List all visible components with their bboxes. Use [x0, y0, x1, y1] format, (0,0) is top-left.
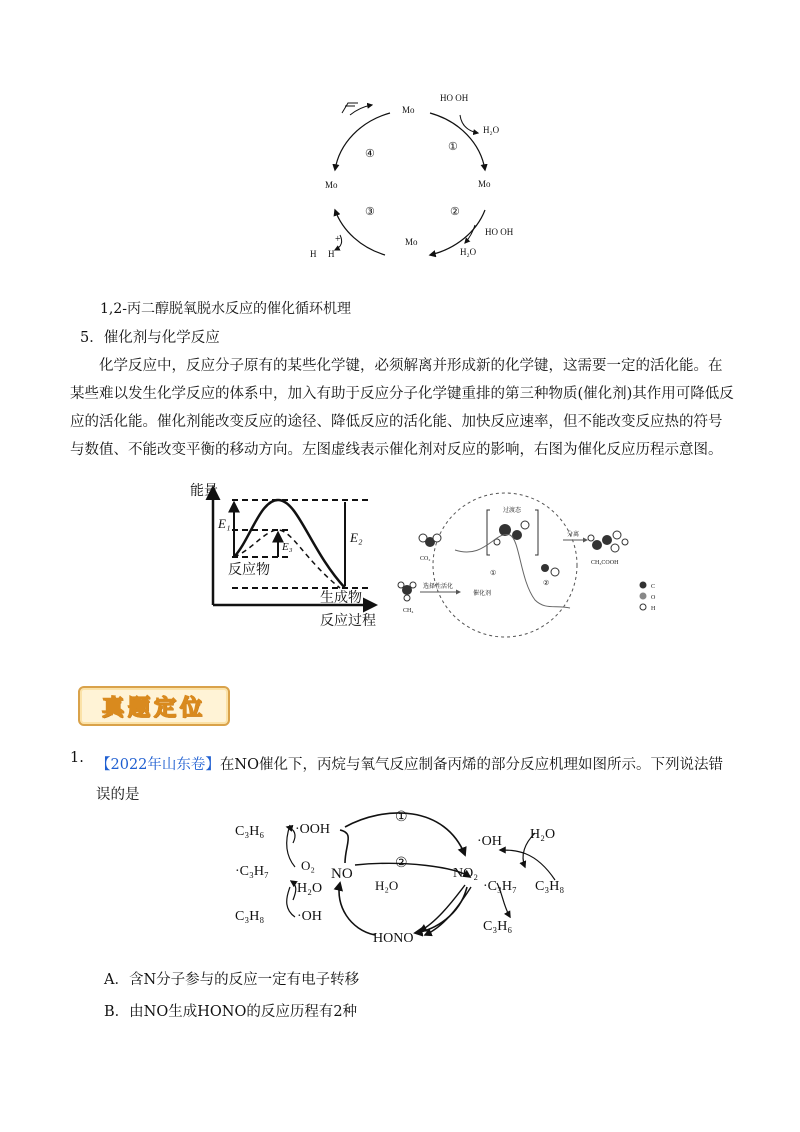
- question-body: 在NO催化下，丙烷与氧气反应制备丙烯的部分反应机理如图所示。下列说法错误的是: [96, 757, 723, 803]
- legend-h: H: [651, 606, 656, 612]
- o2-label: O₂: [301, 858, 315, 873]
- option-b: B．由NO生成HONO的反应历程有2种: [104, 1004, 358, 1020]
- catalytic-process-diagram: [395, 490, 675, 640]
- oh-right: ·OH: [477, 834, 502, 849]
- reactant-label: 反应物: [228, 563, 270, 578]
- step-4-label: ④: [365, 148, 375, 160]
- co2-label: CO₂: [420, 556, 431, 562]
- no2-label: NO₂: [453, 866, 479, 881]
- hono-label: HONO: [373, 931, 414, 946]
- oh-left: ·OH: [297, 909, 322, 924]
- step-3-label: ③: [365, 206, 375, 218]
- catalyst-label: 催化剂: [473, 591, 492, 597]
- question-source: 【2022年山东卷】: [96, 757, 220, 773]
- h2o-right: H₂O: [530, 827, 556, 842]
- question-number: 1.: [70, 750, 84, 766]
- option-a: A．含N分子参与的反应一定有电子转移: [104, 972, 360, 988]
- energy-axis-label: 能量: [190, 484, 218, 499]
- catalytic-cycle-figure: [290, 85, 530, 280]
- step-1-label: ①: [448, 141, 458, 153]
- section5-paragraph: 化学反应中，反应分子原有的某些化学键，必须解离并形成新的化学键，这需要一定的活化能。在某些难以发生化学反应的体系中，加入有助于反应分子化学键重排的第三种物质(催化剂)其作用可降低反应的活化能。催化剂能改变反应的途径、降低反应的活化能、加快反应速率，但不能改变反应热的符号与数值、不能改变平衡的移动方向。左图虚线表示催化剂对反应的影响，右图为催化反应历程示意图。: [70, 358, 734, 458]
- mo-bottom: Mo: [405, 237, 418, 247]
- mechanism-step-1: ①: [395, 810, 408, 825]
- c3h6-top: C₃H₆: [235, 824, 265, 839]
- ooh-radical: ·OOH: [295, 822, 330, 837]
- water-right-label: H₂O: [460, 247, 477, 257]
- c3h6-bottom: C₃H₆: [483, 919, 513, 934]
- step-2-label: ②: [450, 206, 460, 218]
- h2o-left: H₂O: [297, 881, 323, 896]
- energy-diagram: [180, 480, 380, 655]
- process-step-1: ①: [490, 569, 497, 577]
- legend-c: C: [651, 584, 656, 590]
- selective-activation-label: 选择性活化: [423, 584, 454, 590]
- figure1-caption: 1,2-丙二醇脱氧脱水反应的催化循环机理: [100, 301, 351, 317]
- water-top-label: H₂O: [483, 125, 500, 135]
- formaldehyde-h1: H: [310, 249, 317, 259]
- no-label: NO: [331, 866, 353, 882]
- process-step-2: ②: [543, 579, 550, 587]
- transition-state-label: 过渡态: [503, 508, 522, 514]
- e3-label: E₃: [282, 541, 293, 553]
- process-axis-label: 反应过程: [320, 614, 376, 629]
- plus-sign: +: [335, 234, 341, 245]
- mo-top: Mo: [402, 105, 415, 115]
- product-formula-label: CH₃COOH: [591, 560, 619, 566]
- h2o-middle: H₂O: [375, 878, 399, 893]
- separation-label: 分离: [567, 532, 580, 538]
- mechanism-diagram: [235, 805, 595, 955]
- section5-heading: 5．催化剂与化学反应: [80, 330, 220, 346]
- question-text: [96, 750, 736, 810]
- c3h8-right: C₃H₈: [535, 879, 565, 894]
- ch4-label: CH₄: [403, 608, 414, 614]
- mechanism-step-2: ②: [395, 856, 408, 871]
- c3h8-left: C₃H₈: [235, 909, 265, 924]
- mo-right: Mo: [478, 179, 491, 189]
- product-label: 生成物: [320, 591, 362, 606]
- c3h7-left: ·C₃H₇: [235, 864, 269, 879]
- legend-o: O: [651, 595, 656, 601]
- banner-text: 真题定位: [101, 695, 206, 721]
- formaldehyde-h2: H: [328, 249, 335, 259]
- mo-left: Mo: [325, 180, 338, 190]
- e2-label: E₂: [350, 530, 363, 545]
- diol-top-label: HO OH: [440, 93, 469, 103]
- e1-label: E₁: [218, 516, 231, 531]
- real-question-banner: [78, 686, 230, 726]
- c3h7-right: ·C₃H₇: [483, 879, 517, 894]
- diol-right-label: HO OH: [485, 227, 514, 237]
